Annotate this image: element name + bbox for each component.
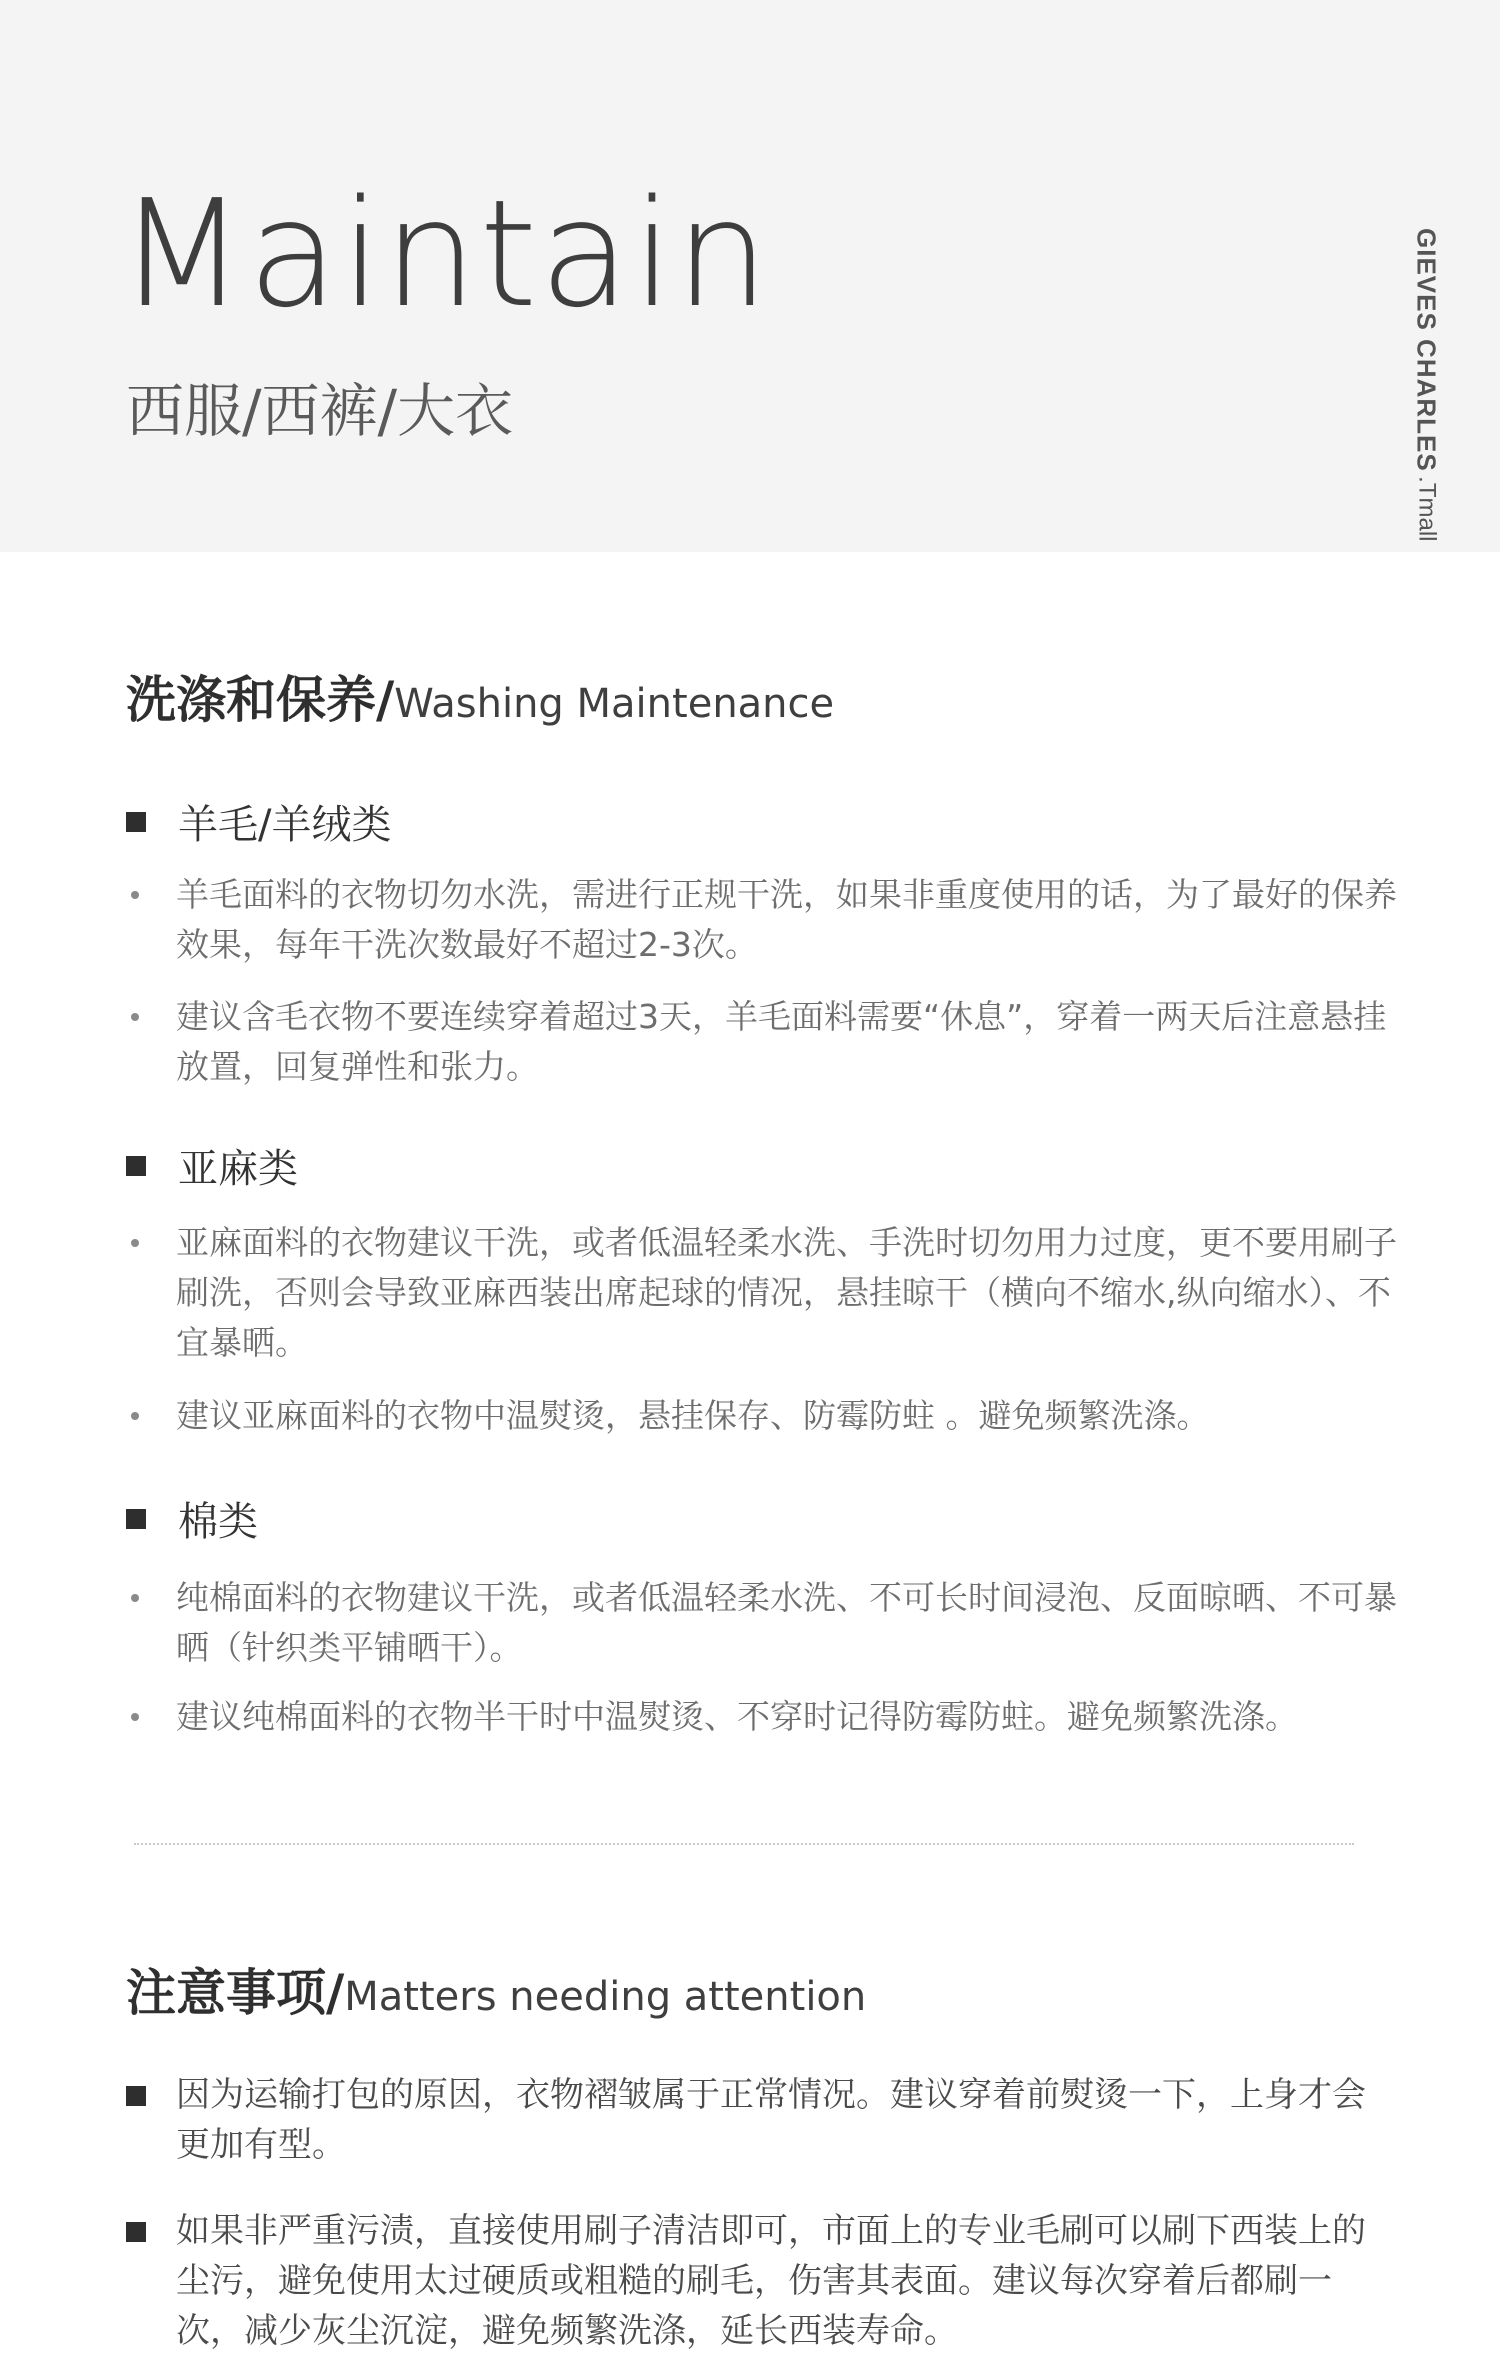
list-item [126,1573,1406,1673]
square-bullet-icon [126,812,146,832]
list-item [126,1692,1446,1742]
category-label: 羊毛/羊绒类 [178,802,392,848]
list-item-text: 建议含毛衣物不要连续穿着超过3天，羊毛面料需要“休息”，穿着一两天后注意悬挂放置，回复弹性和张力。 [176,997,1387,1086]
square-bullet-icon [126,2222,146,2242]
category-label: 棉类 [178,1499,258,1545]
bullet-dot-icon [131,1713,139,1721]
bullet-dot-icon [131,1239,139,1247]
brand-logo [1411,228,1442,542]
page-title: Maintain [118,168,771,340]
list-item [126,870,1406,970]
brand-name: GIEVES CHARLES [1411,228,1442,472]
category-heading-cotton [126,1490,258,1547]
category-heading-wool [126,793,391,850]
brand-store: .Tmall [1413,476,1441,542]
list-item-text: 纯棉面料的衣物建议干洗，或者低温轻柔水洗、不可长时间浸泡、反面晾晒、不可暴晒（针织类平铺晒干）。 [176,1578,1397,1667]
header-banner [0,0,1500,552]
list-item-text: 建议纯棉面料的衣物半干时中温熨烫、不穿时记得防霉防蛀。避免频繁洗涤。 [176,1697,1298,1736]
list-item-text: 亚麻面料的衣物建议干洗，或者低温轻柔水洗、手洗时切勿用力过度，更不要用刷子刷洗，否则会导致亚麻西装出席起球的情况，悬挂晾干（横向不缩水,纵向缩水）、不宜暴晒。 [176,1223,1397,1362]
attention-item [126,2070,1371,2170]
attention-title-cn: 注意事项/ [126,1964,345,2022]
bullet-dot-icon [131,1594,139,1602]
washing-title-cn: 洗涤和保养/ [126,671,395,729]
attention-item-text: 因为运输打包的原因，衣物褶皱属于正常情况。建议穿着前熨烫一下，上身才会更加有型。 [176,2075,1366,2165]
category-heading-linen [126,1137,298,1194]
category-label: 亚麻类 [178,1146,298,1192]
attention-section-title [126,1953,866,2025]
page-subtitle: 西服/西裤/大衣 [126,377,514,445]
bullet-dot-icon [131,891,139,899]
section-divider [134,1843,1354,1845]
washing-section-title [126,660,834,732]
bullet-dot-icon [131,1412,139,1420]
attention-item [126,2206,1371,2356]
list-item [126,1391,1406,1441]
list-item-text: 建议亚麻面料的衣物中温熨烫，悬挂保存、防霉防蛀 。避免频繁洗涤。 [176,1396,1210,1435]
list-item [126,1218,1406,1368]
bullet-dot-icon [131,1013,139,1021]
attention-item-text: 如果非严重污渍，直接使用刷子清洁即可，市面上的专业毛刷可以刷下西装上的尘污，避免使用太过硬质或粗糙的刷毛，伤害其表面。建议每次穿着后都刷一次，减少灰尘沉淀，避免频繁洗涤，延长西装寿命。 [176,2211,1366,2351]
square-bullet-icon [126,2086,146,2106]
attention-title-en: Matters needing attention [344,1974,867,2020]
list-item-text: 羊毛面料的衣物切勿水洗，需进行正规干洗，如果非重度使用的话，为了最好的保养效果，每年干洗次数最好不超过2-3次。 [176,875,1397,964]
list-item [126,992,1406,1092]
washing-title-en: Washing Maintenance [394,681,835,727]
square-bullet-icon [126,1156,146,1176]
square-bullet-icon [126,1509,146,1529]
